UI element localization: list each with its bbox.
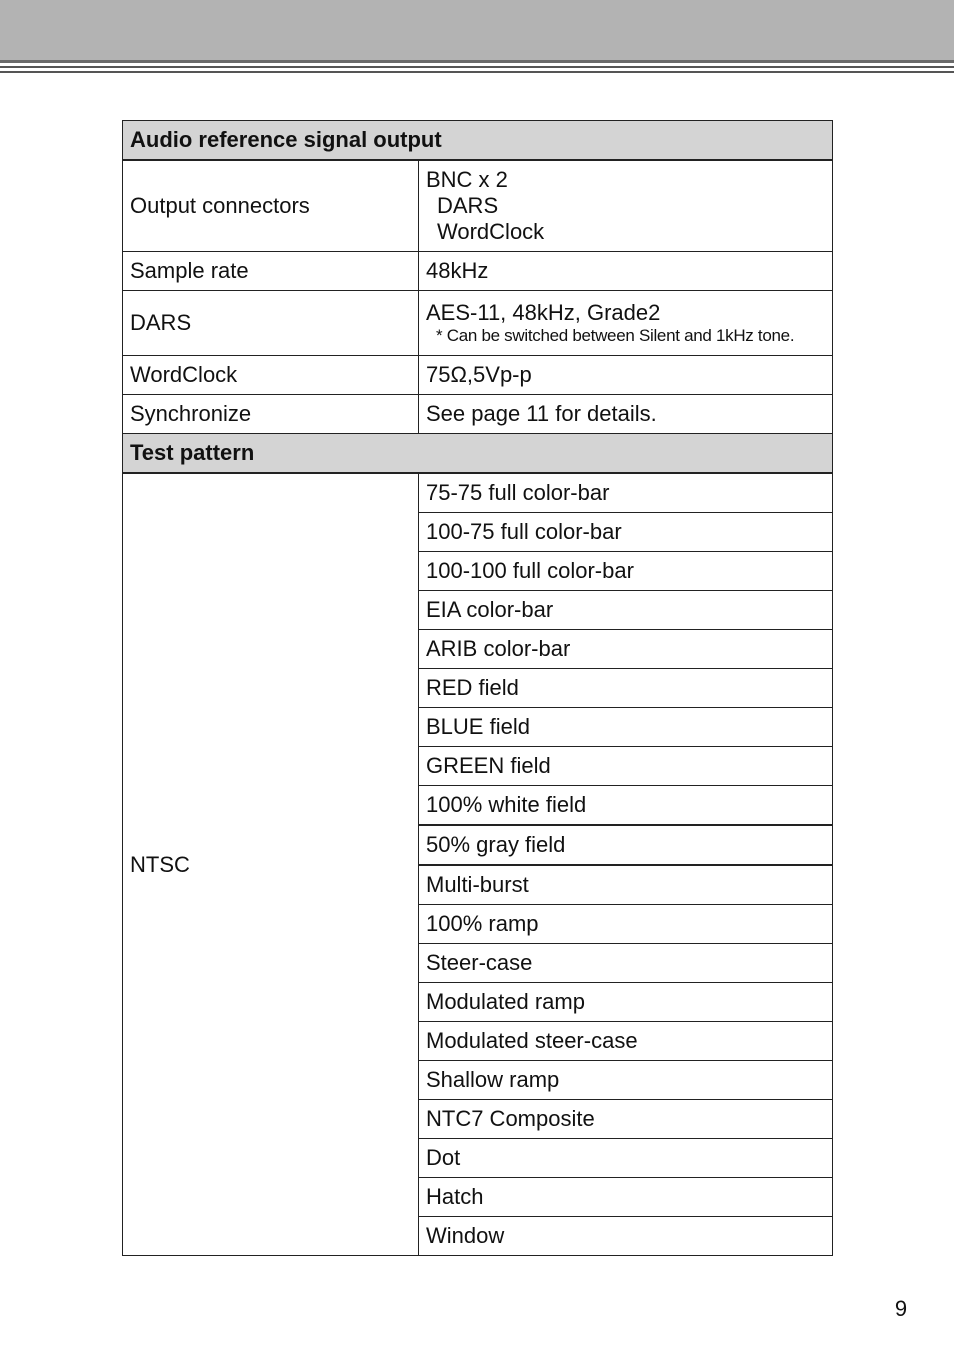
header-rule	[0, 66, 954, 68]
pattern-item: Multi-burst	[419, 865, 833, 905]
pattern-item: 75-75 full color-bar	[419, 473, 833, 513]
section-title: Test pattern	[123, 434, 833, 474]
pattern-item: 100-100 full color-bar	[419, 552, 833, 591]
row-label: Sample rate	[123, 252, 419, 291]
pattern-item: Modulated steer-case	[419, 1022, 833, 1061]
pattern-item: Shallow ramp	[419, 1061, 833, 1100]
value-line: DARS	[437, 193, 499, 218]
pattern-item: Modulated ramp	[419, 983, 833, 1022]
pattern-item: 100% white field	[419, 786, 833, 826]
pattern-item: EIA color-bar	[419, 591, 833, 630]
page-number: 9	[894, 1296, 908, 1321]
pattern-item: 50% gray field	[419, 825, 833, 865]
pattern-item: Hatch	[419, 1178, 833, 1217]
spec-table	[122, 120, 833, 1256]
pattern-item: 100-75 full color-bar	[419, 513, 833, 552]
section-header-test-pattern	[123, 434, 833, 474]
pattern-item: Steer-case	[419, 944, 833, 983]
table-row	[123, 160, 833, 252]
row-label: Synchronize	[123, 395, 419, 434]
row-value	[419, 291, 833, 356]
pattern-item: BLUE field	[419, 708, 833, 747]
section-header-audio	[123, 121, 833, 161]
footnote: * Can be switched between Silent and 1kHz tone.	[436, 326, 795, 345]
pattern-item: RED field	[419, 669, 833, 708]
table-row	[123, 473, 833, 513]
ntsc-label: NTSC	[123, 473, 419, 1256]
table-row	[123, 395, 833, 434]
row-label: DARS	[123, 291, 419, 356]
header-rule	[0, 60, 954, 63]
header-rule	[0, 71, 954, 73]
value-line: WordClock	[437, 219, 545, 244]
row-value: See page 11 for details.	[419, 395, 833, 434]
table-row	[123, 291, 833, 356]
row-value: 48kHz	[419, 252, 833, 291]
table-row	[123, 356, 833, 395]
row-label: Output connectors	[123, 160, 419, 252]
row-value: 75Ω,5Vp-p	[419, 356, 833, 395]
row-label: WordClock	[123, 356, 419, 395]
header-band	[0, 0, 954, 60]
value-line: BNC x 2	[426, 167, 508, 192]
pattern-item: GREEN field	[419, 747, 833, 786]
pattern-item: NTC7 Composite	[419, 1100, 833, 1139]
value-line: AES-11, 48kHz, Grade2	[426, 300, 661, 325]
pattern-item: ARIB color-bar	[419, 630, 833, 669]
pattern-item: Window	[419, 1217, 833, 1256]
pattern-item: 100% ramp	[419, 905, 833, 944]
row-value	[419, 160, 833, 252]
pattern-item: Dot	[419, 1139, 833, 1178]
table-row	[123, 252, 833, 291]
section-title: Audio reference signal output	[123, 121, 833, 161]
